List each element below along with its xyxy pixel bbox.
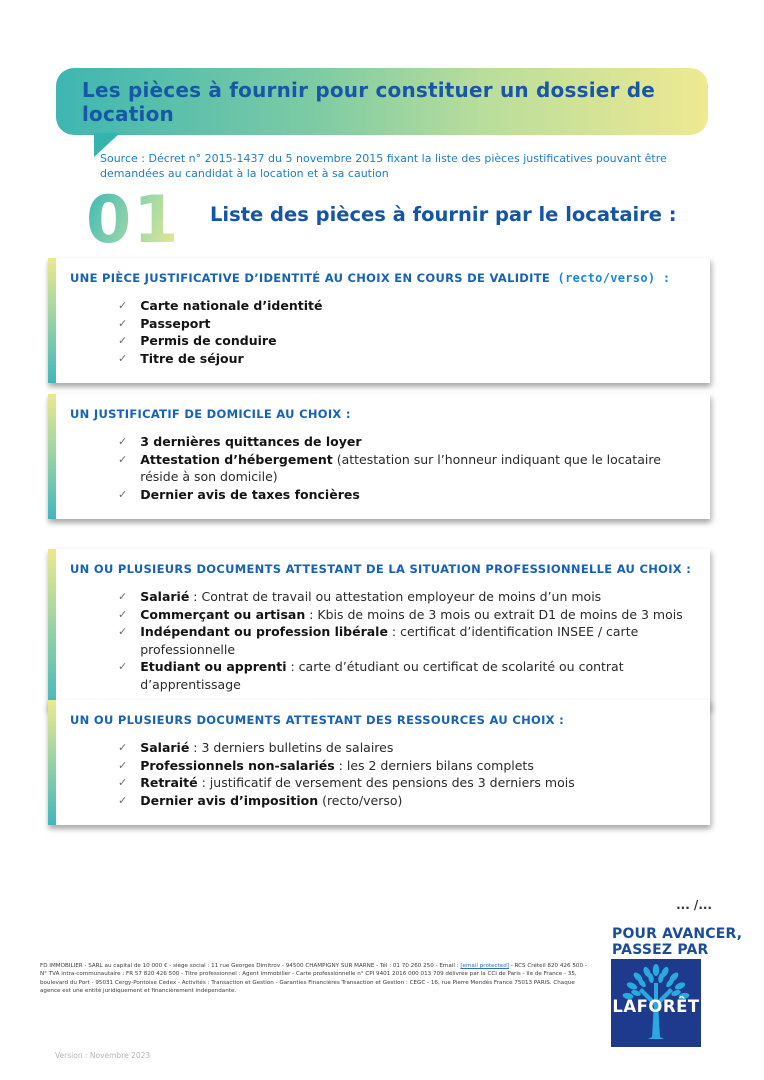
check-icon: ✓ xyxy=(118,793,128,807)
source-text: Source : Décret n° 2015-1437 du 5 novembre 2015 fixant la liste des pièces justificatives pouvant être demandées au candidat à la location et à sa caution xyxy=(100,152,667,181)
card-heading-text: UN JUSTIFICATIF DE DOMICILE AU CHOIX : xyxy=(70,407,351,421)
check-icon: ✓ xyxy=(118,435,128,448)
legal-text xyxy=(40,962,594,996)
check-icon: ✓ xyxy=(118,776,128,789)
item-bold: Dernier avis d’imposition xyxy=(140,792,319,808)
check-icon: ✓ xyxy=(118,741,128,754)
list-item xyxy=(118,433,698,451)
item-bold: Commerçant ou artisan xyxy=(140,606,306,622)
item-normal: : Kbis de moins de 3 mois ou extrait D1 de moins de 3 mois xyxy=(305,606,683,622)
item-bold: Salarié xyxy=(140,589,190,604)
laforet-logo xyxy=(611,959,701,1047)
section-number: 01 xyxy=(86,183,181,258)
item-bold: Etudiant ou apprenti xyxy=(140,659,287,674)
card-item-list xyxy=(70,433,698,503)
list-item xyxy=(118,332,698,350)
check-icon: ✓ xyxy=(118,607,128,621)
item-bold: Retraité xyxy=(140,775,198,790)
item-normal: : certificat d’identification INSEE / carte professionnelle xyxy=(140,624,639,657)
list-item xyxy=(118,350,698,368)
check-icon: ✓ xyxy=(118,299,128,312)
check-icon: ✓ xyxy=(118,590,128,603)
item-bold: Indépendant ou profession libérale xyxy=(140,624,388,639)
list-item xyxy=(118,623,698,658)
check-icon: ✓ xyxy=(118,660,128,673)
check-icon: ✓ xyxy=(118,334,128,347)
item-bold: Attestation d’hébergement xyxy=(140,451,333,467)
list-item xyxy=(118,606,698,624)
check-icon: ✓ xyxy=(118,758,128,772)
check-icon: ✓ xyxy=(118,625,128,638)
legal-text-start: FD IMMOBILIER - SARL au capital de 10 000 € - siège social : 11 rue Georges Dimitrov - 94500 CHAMPIGNY SUR MARNE - Tél : 01 70 260 250 - Email : xyxy=(40,963,461,969)
item-normal: : Contrat de travail ou attestation employeur de moins d’un mois xyxy=(189,589,602,604)
card-item-list xyxy=(70,739,698,809)
item-bold: Titre de séjour xyxy=(140,350,244,366)
card-heading-mono: (recto/verso) : xyxy=(550,271,671,285)
item-bold: Dernier avis de taxes foncières xyxy=(140,486,360,502)
brand-slogan-line2: PASSEZ PAR xyxy=(612,942,709,959)
check-icon: ✓ xyxy=(118,487,128,501)
header-bubble xyxy=(56,68,708,135)
item-bold: 3 dernières quittances de loyer xyxy=(140,434,362,449)
item-normal: : les 2 derniers bilans complets xyxy=(334,757,534,773)
check-icon: ✓ xyxy=(118,351,128,365)
item-normal: (recto/verso) xyxy=(318,792,403,808)
brand-slogan-line1: POUR AVANCER, xyxy=(612,926,743,942)
list-item xyxy=(118,588,698,606)
card-heading xyxy=(70,562,698,576)
card-heading xyxy=(70,271,698,285)
legal-text-end: - RCS Créteil 820 426 500 - N° TVA intra-communautaire : FR 57 820 426 500 - Titre professionnel : Agent immobilier - Carte professionnelle n° CPI 9401 2016 000 013 709 délivrée par la CCI de Paris - Ile de France - 35, boulevard du Port - 95031 Cergy-Pontoise Cedex - Activités : Transaction et Gestion - Garanties Financières Transaction et Gestion : CEGC - 16, rue Pierre Mendès France 75013 PARIS. Chaque agence est une entité juridiquement et financièrement indépendante. xyxy=(40,963,587,995)
section-title: Liste des pièces à fournir par le locataire : xyxy=(210,203,677,226)
card-item-list xyxy=(70,297,698,367)
item-bold: Professionnels non-salariés xyxy=(140,757,335,773)
card-heading xyxy=(70,713,698,727)
list-item xyxy=(118,297,698,315)
brand-slogan xyxy=(612,926,742,958)
list-item xyxy=(118,757,698,775)
logo-wordmark: LAFORÊT xyxy=(612,997,700,1016)
list-item xyxy=(118,658,698,693)
item-bold: Salarié xyxy=(140,740,190,755)
item-normal: : carte d’étudiant ou certificat de scolarité ou contrat d’apprentissage xyxy=(140,659,624,692)
list-item xyxy=(118,486,698,504)
list-item xyxy=(118,451,698,486)
card-heading-text: UNE PIÈCE JUSTIFICATIVE D’IDENTITÉ AU CHOIX EN COURS DE VALIDITE xyxy=(70,271,551,285)
item-bold: Passeport xyxy=(140,315,211,331)
list-item xyxy=(118,774,698,792)
check-icon: ✓ xyxy=(118,316,128,330)
item-normal: (attestation sur l’honneur indiquant que le locataire réside à son domicile) xyxy=(140,451,661,484)
item-normal: : justificatif de versement des pensions des 3 derniers mois xyxy=(197,775,575,790)
page-title: Les pièces à fournir pour constituer un dossier de location xyxy=(82,77,656,126)
card-ressources xyxy=(48,700,710,825)
version-label: Version : Novembre 2023 xyxy=(55,1051,151,1060)
card-item-list xyxy=(70,588,698,693)
page-continuation-marks: ... /... xyxy=(676,898,712,912)
item-bold: Permis de conduire xyxy=(140,333,277,348)
list-item xyxy=(118,315,698,333)
card-heading xyxy=(70,407,698,421)
card-domicile xyxy=(48,394,710,519)
item-normal: : 3 derniers bulletins de salaires xyxy=(189,740,394,755)
item-bold: Carte nationale d’identité xyxy=(140,298,323,313)
check-icon: ✓ xyxy=(118,452,128,466)
email-link[interactable]: [email protected] xyxy=(460,963,509,969)
card-heading-text: UN OU PLUSIEURS DOCUMENTS ATTESTANT DE LA SITUATION PROFESSIONNELLE AU CHOIX : xyxy=(70,562,692,576)
card-situation-professionnelle xyxy=(48,549,710,709)
card-identity xyxy=(48,258,710,383)
list-item xyxy=(118,792,698,810)
list-item xyxy=(118,739,698,757)
card-heading-text: UN OU PLUSIEURS DOCUMENTS ATTESTANT DES RESSOURCES AU CHOIX : xyxy=(70,713,565,727)
